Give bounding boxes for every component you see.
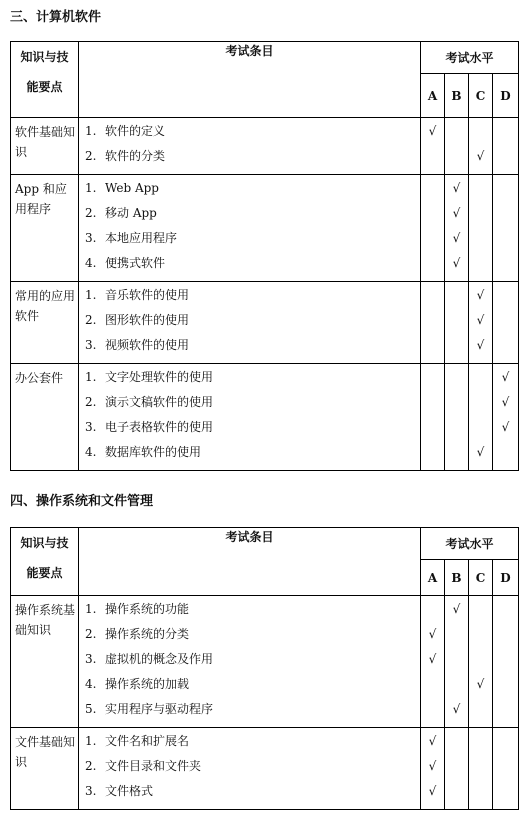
list-item	[79, 700, 420, 725]
check-mark-icon: √	[501, 370, 510, 384]
header-level-a: A	[421, 74, 445, 118]
header-topic-line1: 知识与技	[20, 50, 69, 64]
item-text: 操作系统的功能	[105, 602, 190, 616]
check-mark-icon	[493, 732, 518, 757]
check-mark-icon	[493, 336, 518, 361]
level-c-column	[469, 282, 493, 364]
level-c-column	[469, 596, 493, 728]
level-d-column	[493, 596, 519, 728]
item-text: 电子表格软件的使用	[105, 420, 214, 434]
check-mark-icon	[421, 204, 444, 229]
level-b-column	[445, 364, 469, 471]
level-b-column	[445, 175, 469, 282]
topic-group-row	[11, 364, 519, 471]
items-cell	[79, 175, 421, 282]
item-number: 2.	[85, 206, 97, 220]
check-mark-icon	[445, 757, 468, 782]
check-mark-icon	[421, 311, 444, 336]
check-mark-icon	[445, 147, 468, 172]
topic-group-row	[11, 282, 519, 364]
items-cell	[79, 728, 421, 810]
header-level: 考试水平	[421, 42, 519, 74]
item-text: 软件的定义	[105, 124, 166, 138]
level-a-column	[421, 118, 445, 175]
header-topic-line1: 知识与技	[20, 536, 69, 550]
list-item	[79, 600, 420, 625]
check-mark-icon: √	[476, 313, 485, 327]
check-mark-icon	[445, 443, 468, 468]
level-d-column	[493, 728, 519, 810]
check-mark-icon	[421, 675, 444, 700]
item-text: 文件目录和文件夹	[105, 759, 202, 773]
level-b-column	[445, 118, 469, 175]
item-number: 5.	[85, 702, 97, 716]
check-mark-icon	[421, 418, 444, 443]
check-mark-icon	[469, 418, 492, 443]
item-number: 3.	[85, 231, 97, 245]
level-d-column	[493, 175, 519, 282]
list-item	[79, 368, 420, 393]
list-item	[79, 336, 420, 361]
check-mark-icon: √	[452, 206, 461, 220]
check-mark-icon	[493, 650, 518, 675]
header-topic	[11, 42, 79, 118]
check-mark-icon: √	[476, 338, 485, 352]
item-number: 3.	[85, 784, 97, 798]
header-items: 考试条目	[79, 42, 421, 118]
check-mark-icon	[493, 204, 518, 229]
item-text: 虚拟机的概念及作用	[105, 652, 214, 666]
items-cell	[79, 118, 421, 175]
check-mark-icon	[493, 443, 518, 468]
item-text: 软件的分类	[105, 149, 166, 163]
check-mark-icon: √	[452, 181, 461, 195]
check-mark-icon	[493, 122, 518, 147]
header-level: 考试水平	[421, 528, 519, 560]
item-text: 便携式软件	[105, 256, 166, 270]
list-item	[79, 229, 420, 254]
item-number: 1.	[85, 602, 97, 616]
list-item	[79, 675, 420, 700]
item-text: 演示文稿软件的使用	[105, 395, 214, 409]
check-mark-icon	[493, 254, 518, 279]
check-mark-icon	[421, 393, 444, 418]
check-mark-icon	[469, 732, 492, 757]
level-b-column	[445, 282, 469, 364]
check-mark-icon: √	[476, 445, 485, 459]
item-number: 2.	[85, 759, 97, 773]
level-c-column	[469, 728, 493, 810]
topic-group-row	[11, 596, 519, 728]
check-mark-icon: √	[452, 702, 461, 716]
check-mark-icon	[421, 700, 444, 725]
item-number: 2.	[85, 627, 97, 641]
check-mark-icon	[493, 782, 518, 807]
item-text: 文件格式	[105, 784, 154, 798]
item-number: 1.	[85, 734, 97, 748]
level-a-column	[421, 175, 445, 282]
level-b-column	[445, 596, 469, 728]
check-mark-icon	[493, 757, 518, 782]
list-item	[79, 254, 420, 279]
level-c-column	[469, 118, 493, 175]
exam-table-os	[10, 527, 519, 810]
check-mark-icon: √	[428, 784, 437, 798]
header-level-b: B	[445, 560, 469, 596]
list-item	[79, 311, 420, 336]
exam-table-software	[10, 41, 519, 471]
check-mark-icon: √	[501, 395, 510, 409]
header-level-c: C	[469, 74, 493, 118]
item-number: 3.	[85, 338, 97, 352]
header-level-d: D	[493, 560, 519, 596]
check-mark-icon	[469, 179, 492, 204]
check-mark-icon	[493, 147, 518, 172]
check-mark-icon: √	[476, 149, 485, 163]
header-items: 考试条目	[79, 528, 421, 596]
topic-cell: App 和应用程序	[11, 175, 79, 282]
header-level-c: C	[469, 560, 493, 596]
check-mark-icon	[493, 286, 518, 311]
level-a-column	[421, 596, 445, 728]
check-mark-icon	[469, 600, 492, 625]
list-item	[79, 393, 420, 418]
list-item	[79, 147, 420, 172]
item-number: 3.	[85, 652, 97, 666]
header-topic	[11, 528, 79, 596]
check-mark-icon: √	[428, 652, 437, 666]
topic-cell: 办公套件	[11, 364, 79, 471]
check-mark-icon	[469, 393, 492, 418]
check-mark-icon	[469, 625, 492, 650]
section-title: 四、操作系统和文件管理	[10, 494, 154, 509]
items-cell	[79, 282, 421, 364]
check-mark-icon	[469, 757, 492, 782]
check-mark-icon: √	[452, 256, 461, 270]
check-mark-icon: √	[476, 677, 485, 691]
item-text: 图形软件的使用	[105, 313, 190, 327]
check-mark-icon	[469, 782, 492, 807]
check-mark-icon	[469, 368, 492, 393]
check-mark-icon	[445, 368, 468, 393]
check-mark-icon	[493, 311, 518, 336]
check-mark-icon	[445, 732, 468, 757]
header-topic-line2: 能要点	[26, 80, 63, 94]
item-text: 数据库软件的使用	[105, 445, 202, 459]
check-mark-icon	[493, 675, 518, 700]
check-mark-icon	[445, 286, 468, 311]
check-mark-icon	[469, 650, 492, 675]
level-d-column	[493, 118, 519, 175]
item-number: 1.	[85, 370, 97, 384]
check-mark-icon	[445, 650, 468, 675]
item-text: 文件名和扩展名	[105, 734, 190, 748]
item-number: 3.	[85, 420, 97, 434]
item-text: 视频软件的使用	[105, 338, 190, 352]
level-d-column	[493, 364, 519, 471]
check-mark-icon	[445, 625, 468, 650]
check-mark-icon: √	[476, 288, 485, 302]
header-level-d: D	[493, 74, 519, 118]
check-mark-icon	[421, 600, 444, 625]
check-mark-icon: √	[428, 124, 437, 138]
topic-group-row	[11, 175, 519, 282]
header-level-b: B	[445, 74, 469, 118]
list-item	[79, 204, 420, 229]
list-item	[79, 782, 420, 807]
check-mark-icon	[421, 229, 444, 254]
check-mark-icon: √	[428, 734, 437, 748]
check-mark-icon	[445, 418, 468, 443]
item-number: 2.	[85, 313, 97, 327]
level-a-column	[421, 364, 445, 471]
item-number: 2.	[85, 395, 97, 409]
level-d-column	[493, 282, 519, 364]
header-topic-line2: 能要点	[26, 566, 63, 580]
check-mark-icon	[469, 204, 492, 229]
check-mark-icon	[421, 254, 444, 279]
list-item	[79, 286, 420, 311]
level-c-column	[469, 175, 493, 282]
item-number: 2.	[85, 149, 97, 163]
items-cell	[79, 364, 421, 471]
topic-group-row	[11, 728, 519, 810]
list-item	[79, 122, 420, 147]
list-item	[79, 732, 420, 757]
check-mark-icon	[445, 311, 468, 336]
item-number: 4.	[85, 256, 97, 270]
section-title: 三、计算机软件	[10, 10, 102, 25]
item-text: 音乐软件的使用	[105, 288, 190, 302]
check-mark-icon	[421, 336, 444, 361]
item-text: Web App	[105, 181, 159, 195]
check-mark-icon	[445, 336, 468, 361]
item-text: 移动 App	[105, 206, 157, 220]
check-mark-icon	[445, 122, 468, 147]
list-item	[79, 757, 420, 782]
list-item	[79, 179, 420, 204]
check-mark-icon	[421, 179, 444, 204]
item-text: 操作系统的分类	[105, 627, 190, 641]
list-item	[79, 443, 420, 468]
list-item	[79, 625, 420, 650]
check-mark-icon: √	[428, 759, 437, 773]
check-mark-icon	[493, 179, 518, 204]
topic-cell: 文件基础知识	[11, 728, 79, 810]
item-number: 4.	[85, 445, 97, 459]
item-number: 1.	[85, 124, 97, 138]
item-text: 实用程序与驱动程序	[105, 702, 214, 716]
check-mark-icon	[493, 600, 518, 625]
topic-cell: 软件基础知识	[11, 118, 79, 175]
level-a-column	[421, 282, 445, 364]
list-item	[79, 650, 420, 675]
header-level-a: A	[421, 560, 445, 596]
check-mark-icon	[421, 147, 444, 172]
item-text: 操作系统的加载	[105, 677, 190, 691]
item-number: 4.	[85, 677, 97, 691]
check-mark-icon	[445, 675, 468, 700]
check-mark-icon	[469, 122, 492, 147]
check-mark-icon	[421, 368, 444, 393]
items-cell	[79, 596, 421, 728]
check-mark-icon	[445, 782, 468, 807]
check-mark-icon: √	[428, 627, 437, 641]
level-c-column	[469, 364, 493, 471]
item-text: 文字处理软件的使用	[105, 370, 214, 384]
check-mark-icon	[469, 700, 492, 725]
item-text: 本地应用程序	[105, 231, 178, 245]
check-mark-icon	[469, 229, 492, 254]
item-number: 1.	[85, 181, 97, 195]
topic-cell: 操作系统基础知识	[11, 596, 79, 728]
check-mark-icon	[469, 254, 492, 279]
check-mark-icon	[493, 229, 518, 254]
check-mark-icon	[493, 700, 518, 725]
check-mark-icon	[493, 625, 518, 650]
level-b-column	[445, 728, 469, 810]
check-mark-icon: √	[501, 420, 510, 434]
topic-cell: 常用的应用软件	[11, 282, 79, 364]
check-mark-icon	[421, 286, 444, 311]
check-mark-icon	[421, 443, 444, 468]
item-number: 1.	[85, 288, 97, 302]
check-mark-icon: √	[452, 231, 461, 245]
check-mark-icon	[445, 393, 468, 418]
list-item	[79, 418, 420, 443]
level-a-column	[421, 728, 445, 810]
topic-group-row	[11, 118, 519, 175]
check-mark-icon: √	[452, 602, 461, 616]
